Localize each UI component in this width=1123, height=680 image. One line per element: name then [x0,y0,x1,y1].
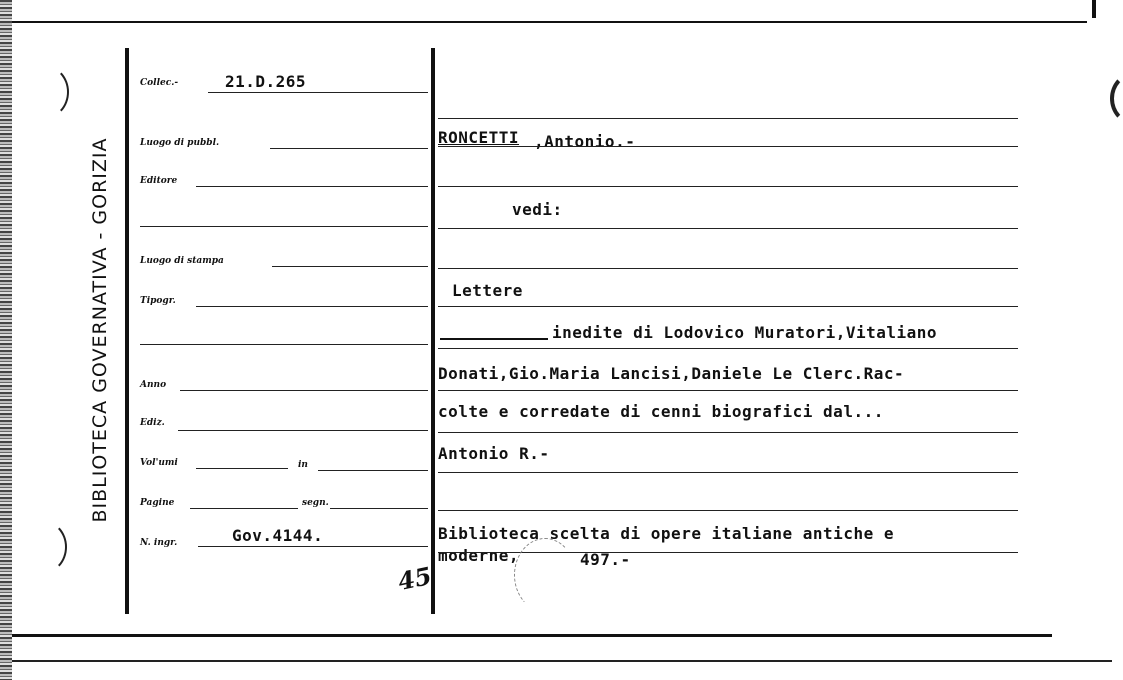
anno-label: Anno [140,380,167,390]
right-line-0 [438,118,1018,119]
edizione-line [178,430,428,431]
luogo-pubbl-label: Luogo di pubbl. [140,138,220,148]
bottom-border-2 [12,660,1112,662]
segn-label: segn. [302,498,329,508]
entry-series-number: 497.- [580,550,631,569]
entry-title: Lettere [452,281,523,300]
tipografo-label: Tipogr. [140,296,176,306]
collocazione-label: Collec.- [140,78,179,88]
punch-hole-right [1110,72,1123,125]
numero-ingresso-label: N. ingr. [140,538,178,548]
entry-heading: RONCETTI [438,128,520,147]
middle-rule [431,48,435,614]
handwritten-mark: 45 [395,560,435,597]
right-line-6 [438,348,1018,349]
title-dash [440,338,548,340]
entry-series2: moderne, [438,546,520,565]
editore-line-2 [140,226,428,227]
library-side-label: BIBLIOTECA GOVERNATIVA - GORIZIA [89,137,111,523]
tipografo-line-2 [140,344,428,345]
right-line-1 [438,146,1018,147]
punch-hole-top [20,65,69,119]
luogo-stampa-label: Luogo di stampa [140,256,224,266]
editore-label: Editore [140,176,178,186]
anno-line [180,390,428,391]
numero-ingresso-line [198,546,428,547]
tipografo-line [196,306,428,307]
volumi-label: Vol'umi [140,458,178,468]
in-label: in [298,460,308,470]
collocazione-value: 21.D.265 [225,72,307,91]
editore-line [196,186,428,187]
right-line-3 [438,228,1018,229]
right-line-5 [438,306,1018,307]
left-rule [125,48,129,614]
scan-edge [0,0,12,680]
entry-line4: Antonio R.- [438,444,550,463]
numero-ingresso-value: Gov.4144. [232,526,324,545]
pagine-label: Pagine [140,498,175,508]
entry-heading-rest: ,Antonio.- [534,132,636,151]
collocazione-line [208,92,428,93]
right-line-7 [438,390,1018,391]
right-line-4 [438,268,1018,269]
stamp-arc [514,538,576,612]
entry-series1: Biblioteca scelta di opere italiane antiche e [438,524,894,543]
right-line-8 [438,432,1018,433]
luogo-pubbl-line [270,148,428,149]
top-right-tick [1092,0,1096,18]
entry-vedi: vedi: [512,200,563,219]
right-line-2 [438,186,1018,187]
entry-line3: colte e corredate di cenni biografici dal... [438,402,884,421]
segn-line [330,508,428,509]
punch-hole-bottom [18,520,67,574]
right-line-9 [438,472,1018,473]
bottom-border [12,634,1052,637]
pagine-line [190,508,298,509]
right-line-10 [438,510,1018,511]
volumi-line [196,468,288,469]
edizione-label: Ediz. [140,418,165,428]
top-border [12,21,1087,23]
entry-line2: Donati,Gio.Maria Lancisi,Daniele Le Clerc.Rac- [438,364,905,383]
luogo-stampa-line [272,266,428,267]
in-line [318,470,428,471]
entry-line1: inedite di Lodovico Muratori,Vitaliano [552,323,938,342]
